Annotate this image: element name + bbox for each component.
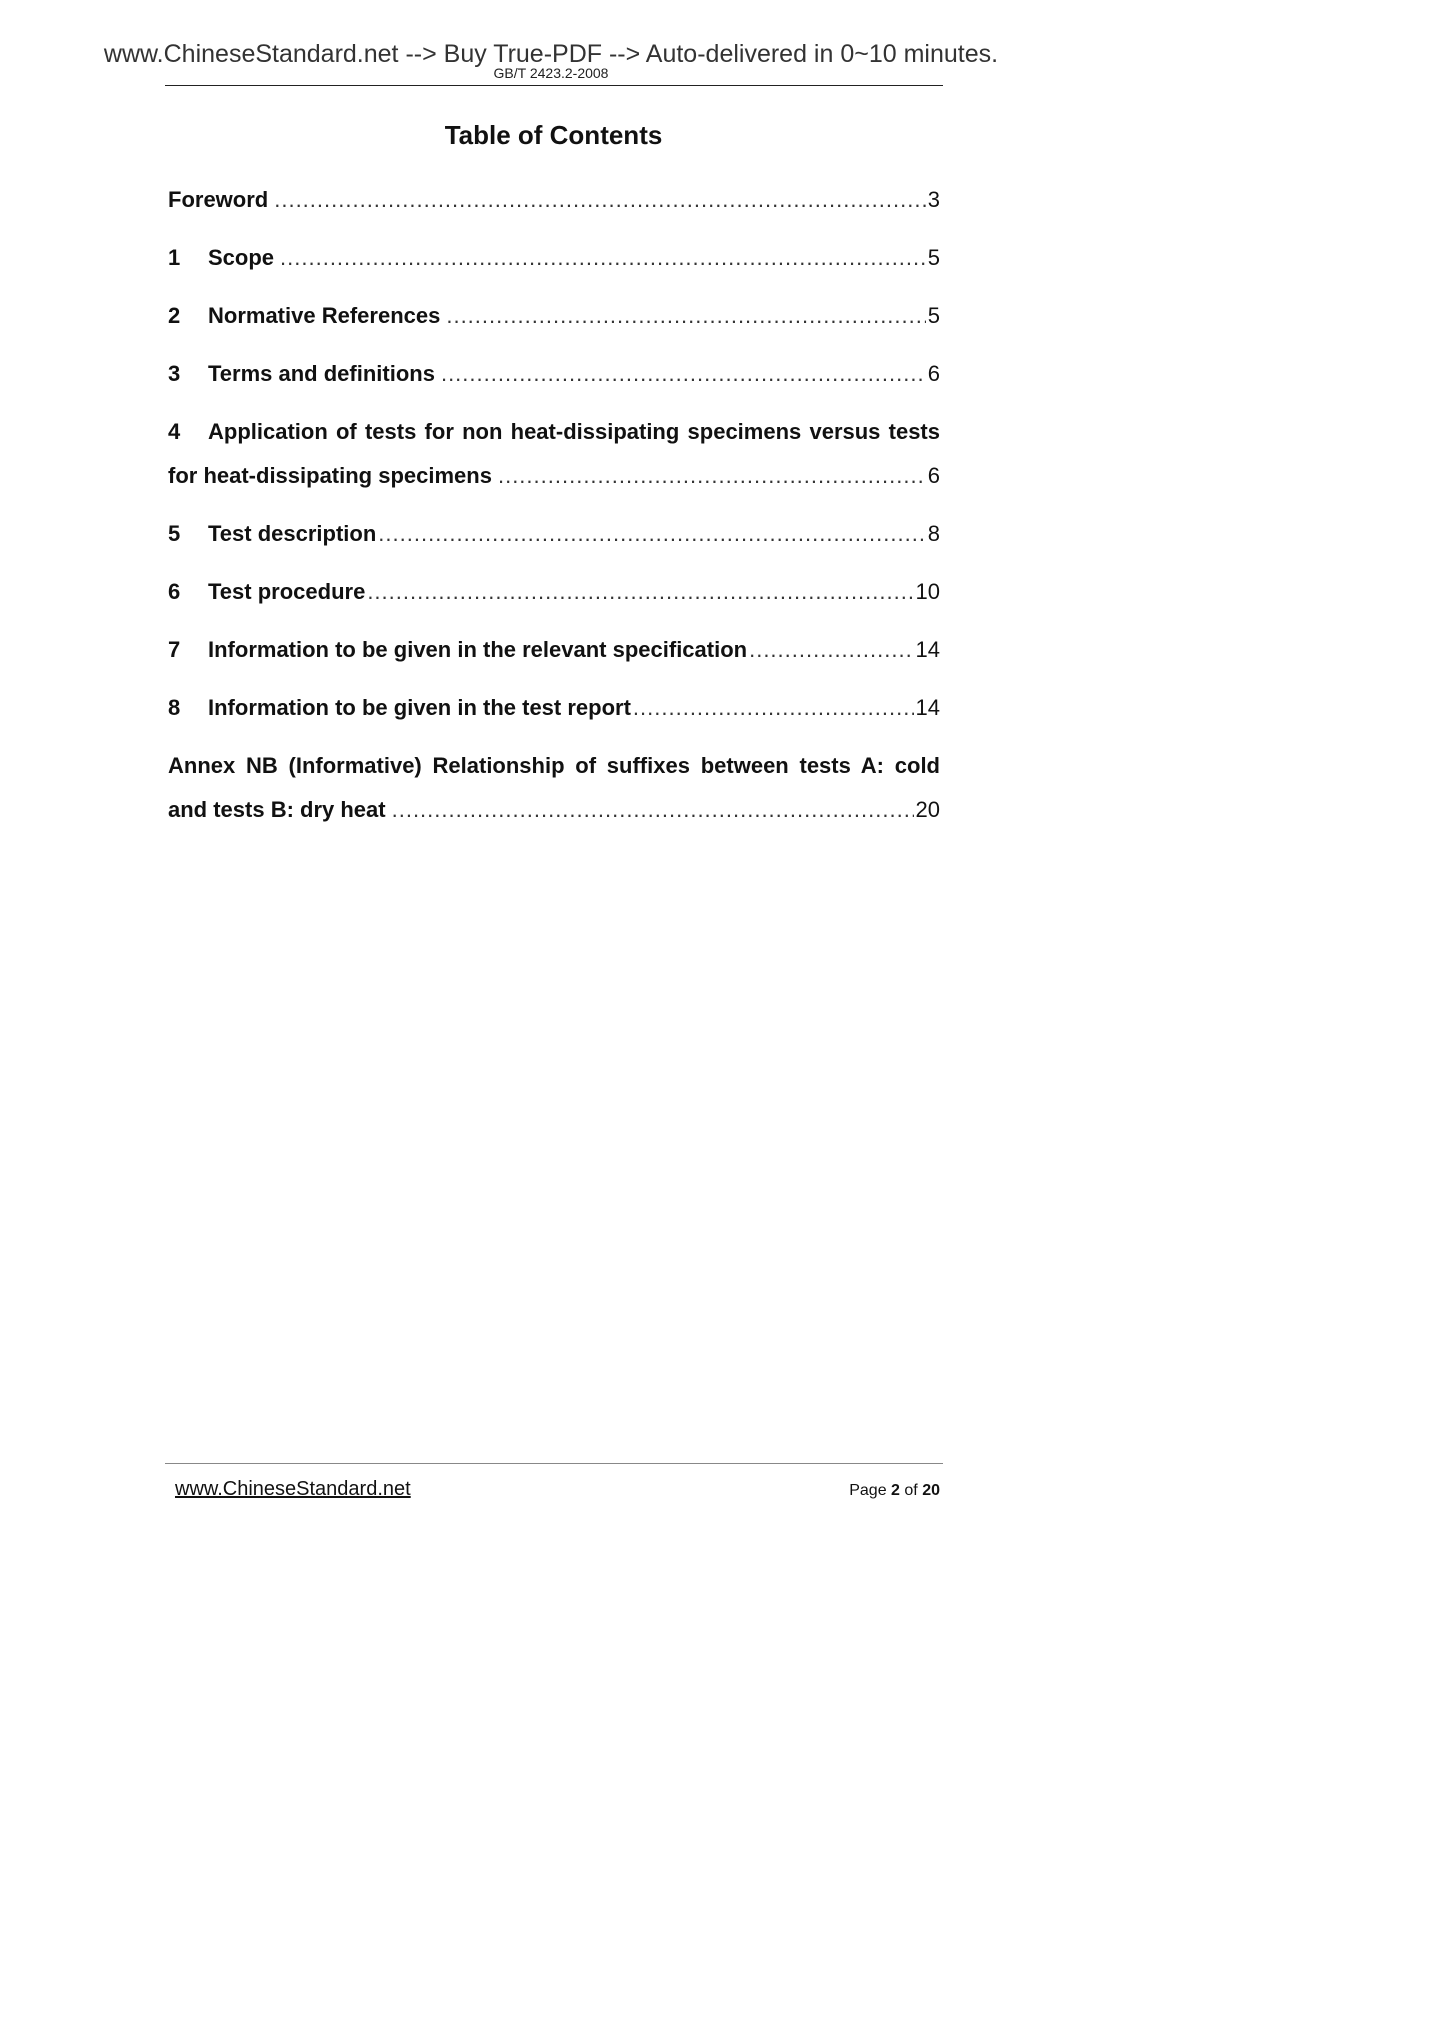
dot-leader xyxy=(498,459,926,493)
toc-entry-page: 14 xyxy=(915,637,940,662)
toc-entry-title: Test description xyxy=(208,521,377,546)
toc-entry-number: 4 xyxy=(168,419,181,444)
dot-leader xyxy=(633,691,914,725)
header-rule xyxy=(165,85,943,86)
toc-entry-title-line1: 4 Application of tests for non heat-dissipating specimens versus tests xyxy=(168,415,940,449)
dot-leader xyxy=(367,575,913,609)
toc-entry-title-line2: for heat-dissipating specimens xyxy=(168,463,492,488)
toc-entry-title: Information to be given in the test report xyxy=(208,695,631,720)
site-banner: www.ChineseStandard.net --> Buy True-PDF --> Auto-delivered in 0~10 minutes. xyxy=(103,40,999,68)
toc-entry-page: 20 xyxy=(915,797,940,822)
document-code: GB/T 2423.2-2008 xyxy=(493,65,609,81)
toc-entry-application-of-tests[interactable] xyxy=(168,415,940,493)
toc-entry-page: 10 xyxy=(915,579,940,604)
toc-entry-page: 6 xyxy=(927,361,940,386)
dot-leader xyxy=(392,793,914,827)
table-of-contents xyxy=(168,183,940,851)
toc-entry-terms-definitions[interactable] xyxy=(168,357,940,391)
toc-entry-page: 6 xyxy=(927,463,940,488)
toc-entry-page: 3 xyxy=(927,187,940,212)
toc-entry-page: 8 xyxy=(927,521,940,546)
toc-entry-number: 3 xyxy=(168,361,181,386)
dot-leader xyxy=(749,633,913,667)
page-number: Page 2 of 20 xyxy=(849,1482,940,1499)
toc-entry-relevant-specification[interactable] xyxy=(168,633,940,667)
dot-leader xyxy=(274,183,926,217)
toc-entry-test-description[interactable] xyxy=(168,517,940,551)
toc-entry-number: 6 xyxy=(168,579,181,604)
toc-entry-number: 7 xyxy=(168,637,181,662)
toc-entry-title: Terms and definitions xyxy=(208,361,435,386)
dot-leader xyxy=(441,357,926,391)
toc-entry-title-line1: Annex NB (Informative) Relationship of suffixes between tests A: cold xyxy=(168,753,940,778)
toc-entry-foreword[interactable] xyxy=(168,183,940,217)
toc-entry-title: Normative References xyxy=(208,303,441,328)
toc-entry-number: 1 xyxy=(168,245,181,270)
toc-entry-test-procedure[interactable] xyxy=(168,575,940,609)
total-pages: 20 xyxy=(922,1482,940,1499)
toc-entry-annex-nb[interactable] xyxy=(168,749,940,827)
toc-entry-test-report[interactable] xyxy=(168,691,940,725)
dot-leader xyxy=(446,299,925,333)
toc-entry-title-line2: and tests B: dry heat xyxy=(168,797,386,822)
toc-entry-page: 5 xyxy=(927,245,940,270)
toc-entry-scope[interactable] xyxy=(168,241,940,275)
toc-entry-title: Information to be given in the relevant specification xyxy=(208,637,748,662)
toc-entry-page: 5 xyxy=(927,303,940,328)
footer-rule xyxy=(165,1463,943,1464)
toc-entry-page: 14 xyxy=(915,695,940,720)
toc-title: Table of Contents xyxy=(444,120,663,150)
dot-leader xyxy=(280,241,926,275)
toc-entry-number: 8 xyxy=(168,695,181,720)
footer-site-link[interactable]: www.ChineseStandard.net xyxy=(175,1478,411,1500)
toc-entry-normative-references[interactable] xyxy=(168,299,940,333)
toc-entry-title: Test procedure xyxy=(208,579,366,604)
toc-entry-number: 2 xyxy=(168,303,181,328)
dot-leader xyxy=(378,517,925,551)
toc-entry-title: Foreword xyxy=(168,187,269,212)
toc-entry-title: Scope xyxy=(208,245,275,270)
current-page: 2 xyxy=(891,1482,900,1499)
toc-entry-number: 5 xyxy=(168,521,181,546)
